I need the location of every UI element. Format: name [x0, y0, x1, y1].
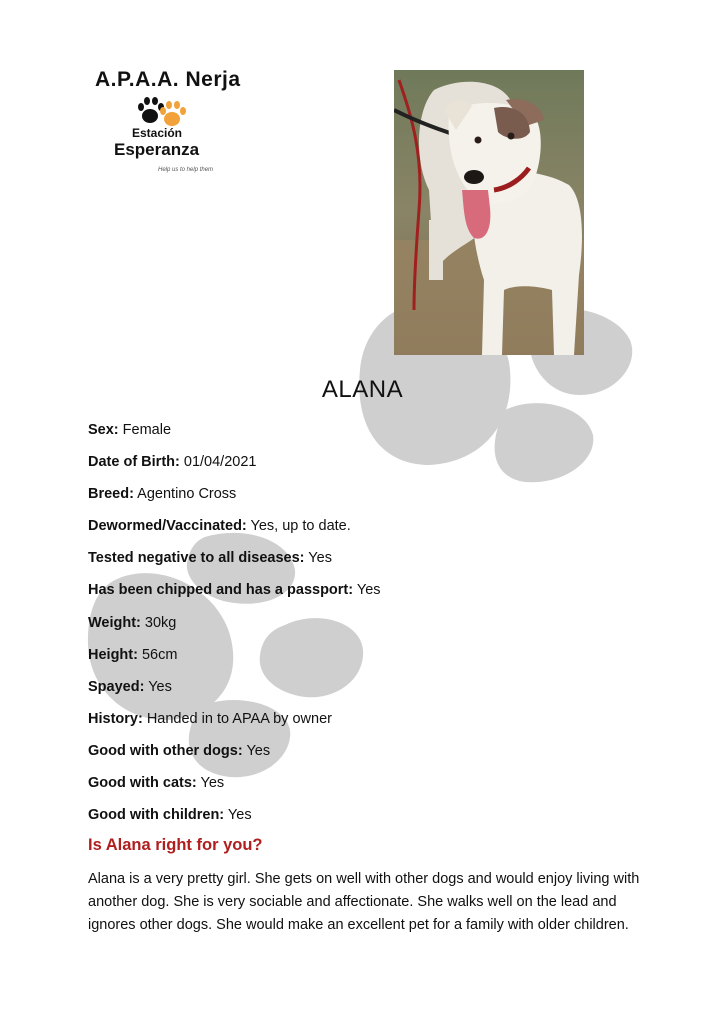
fact-breed — [88, 484, 381, 516]
pet-facts-list — [88, 420, 381, 837]
fact-value: Yes — [246, 742, 271, 759]
paw-prints-icon — [136, 96, 188, 128]
fact-label: Good with cats: — [88, 775, 197, 792]
fact-history — [88, 709, 381, 741]
fact-label: Has been chipped and has a passport: — [88, 582, 354, 599]
logo-subtitle-esperanza: Esperanza — [114, 140, 200, 159]
fact-label: Good with children: — [88, 807, 225, 824]
fact-date-of-birth — [88, 452, 381, 484]
logo-tagline: Help us to help them — [158, 167, 214, 173]
fact-dewormed-vaccinated — [88, 516, 381, 548]
fact-value: Yes — [200, 775, 225, 792]
fact-label: History: — [88, 710, 143, 727]
fact-value: Female — [122, 422, 172, 438]
fact-value: Agentino Cross — [137, 486, 237, 503]
fact-label: Tested negative to all diseases: — [88, 550, 305, 567]
organization-logo — [92, 68, 241, 178]
logo-title: A.P.A.A. Nerja — [95, 68, 241, 91]
pet-description: Alana is a very pretty girl. She gets on well with other dogs and would enjoy living with another dog. She is very sociable and affectionate. She walks well on the lead and ignores other dogs. She would make an excellent pet for a family with older children. — [88, 871, 640, 933]
fact-value: 56cm — [141, 646, 178, 663]
dog-photo — [394, 70, 584, 355]
fact-value: Yes — [356, 582, 381, 599]
fact-spayed — [88, 677, 381, 709]
fact-good-with-cats — [88, 773, 381, 805]
fact-value: 30kg — [144, 614, 177, 631]
fact-tested-negative — [88, 548, 381, 580]
fact-label: Sex: — [88, 422, 119, 438]
fact-value: Yes — [148, 678, 172, 695]
fact-value: Yes — [308, 550, 332, 567]
fact-value: Yes, up to date. — [250, 518, 351, 535]
fact-chipped-passport — [88, 580, 381, 612]
fact-label: Height: — [88, 646, 138, 663]
section-heading: Is Alana right for you? — [88, 836, 263, 854]
fact-label: Date of Birth: — [88, 454, 180, 471]
fact-label: Spayed: — [88, 678, 145, 695]
fact-sex — [88, 420, 381, 452]
fact-label: Breed: — [88, 486, 134, 503]
fact-weight — [88, 613, 381, 645]
fact-value: Yes — [227, 807, 252, 824]
fact-value: Handed in to APAA by owner — [146, 710, 332, 727]
fact-label: Weight: — [88, 614, 141, 631]
fact-label: Dewormed/Vaccinated: — [88, 518, 247, 535]
fact-value: 01/04/2021 — [183, 454, 257, 471]
fact-height — [88, 645, 381, 677]
fact-good-with-dogs — [88, 741, 381, 773]
pet-name: ALANA — [321, 376, 404, 403]
fact-good-with-children — [88, 805, 381, 837]
logo-subtitle-estacion: Estación — [132, 126, 183, 140]
fact-label: Good with other dogs: — [88, 742, 243, 759]
